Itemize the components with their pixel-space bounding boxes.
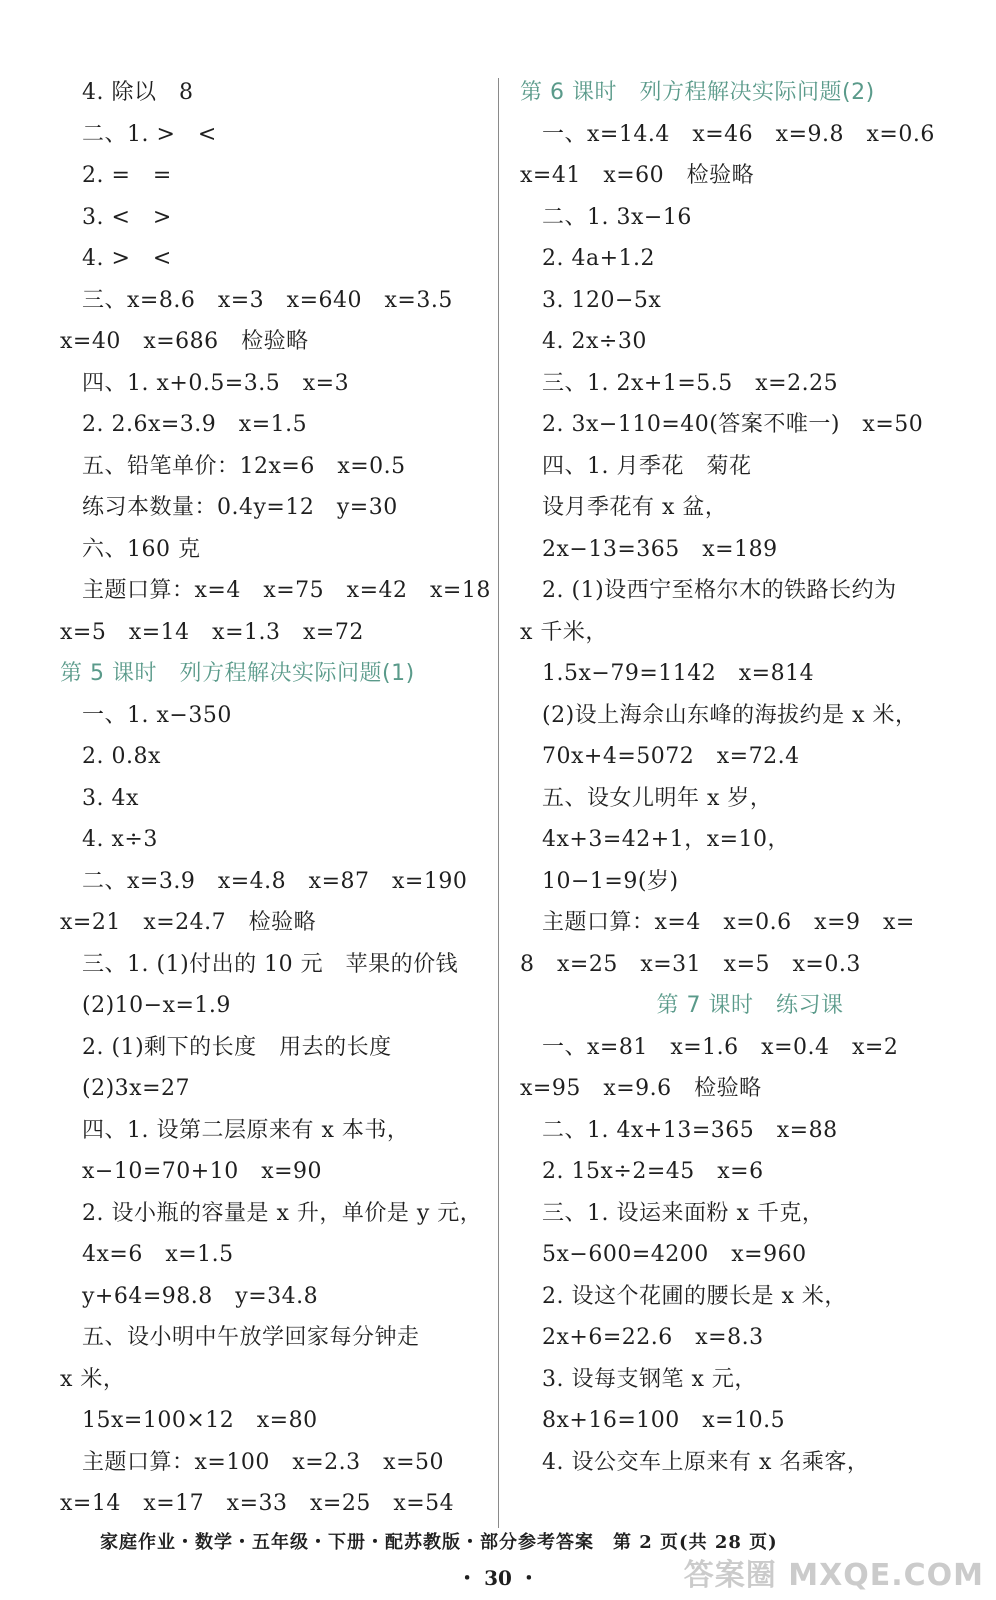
answer-line: 二、1. 3x−16 — [542, 204, 692, 230]
answer-line: 10−1=9(岁) — [542, 868, 679, 894]
answer-line: 8x+16=100 x=10.5 — [542, 1408, 786, 1433]
section-heading: 第 7 课时 练习课 — [656, 993, 844, 1018]
answer-line: y+64=98.8 y=34.8 — [82, 1283, 319, 1309]
answer-line: x=5 x=14 x=1.3 x=72 — [60, 619, 364, 645]
answer-line: x=21 x=24.7 检验略 — [60, 910, 317, 935]
answer-line: 六、160 克 — [82, 536, 201, 562]
answer-line: x−10=70+10 x=90 — [82, 1159, 323, 1184]
page-number: ・ 30 ・ — [457, 1566, 539, 1590]
answer-line: 15x=100×12 x=80 — [82, 1408, 318, 1433]
answer-line: (2)设上海佘山东峰的海拔约是 x 米， — [542, 702, 918, 728]
answer-line: 4. 除以 8 — [82, 80, 194, 105]
answer-line: 三、x=8.6 x=3 x=640 x=3.5 — [82, 287, 453, 313]
answer-line: 2. (1)设西宁至格尔木的铁路长约为 — [542, 578, 897, 603]
answer-line: 70x+4=5072 x=72.4 — [542, 744, 800, 769]
answer-line: 1.5x−79=1142 x=814 — [542, 661, 815, 686]
answer-line: 2x−13=365 x=189 — [542, 536, 778, 562]
answer-line: 主题口算：x=100 x=2.3 x=50 — [82, 1449, 444, 1475]
answer-line: 4x+3=42+1，x=10， — [542, 827, 791, 852]
answer-line: x=40 x=686 检验略 — [60, 329, 309, 354]
footer-caption: 家庭作业・数学・五年级・下册・配苏教版・部分参考答案 第 2 页(共 28 页) — [100, 1532, 778, 1553]
answer-line: 5x−600=4200 x=960 — [542, 1242, 807, 1267]
section-heading: 第 6 课时 列方程解决实际问题(2) — [520, 80, 875, 105]
answer-line: x 千米， — [520, 619, 608, 645]
answer-line: 五、铅笔单价：12x=6 x=0.5 — [82, 453, 406, 479]
answer-line: 3. < > — [82, 204, 172, 230]
answer-line: 4. > < — [82, 246, 172, 271]
answer-line: 一、x=14.4 x=46 x=9.8 x=0.6 — [542, 121, 935, 147]
column-divider — [498, 78, 499, 1528]
answer-line: 四、1. x+0.5=3.5 x=3 — [82, 370, 350, 396]
answer-line: 四、1. 设第二层原来有 x 本书， — [82, 1117, 410, 1143]
answer-line: 二、1. 4x+13=365 x=88 — [542, 1117, 838, 1143]
answer-line: 二、x=3.9 x=4.8 x=87 x=190 — [82, 868, 468, 894]
answer-line: 3. 120−5x — [542, 287, 662, 313]
answer-line: 8 x=25 x=31 x=5 x=0.3 — [520, 951, 861, 977]
answer-line: 一、x=81 x=1.6 x=0.4 x=2 — [542, 1034, 899, 1060]
answer-line: 4. 设公交车上原来有 x 名乘客， — [542, 1449, 870, 1475]
answer-line: 三、1. (1)付出的 10 元 苹果的价钱 — [82, 951, 459, 977]
answer-line: 三、1. 设运来面粉 x 千克， — [542, 1200, 825, 1226]
left-column — [60, 72, 490, 1525]
answer-line: 2. 设小瓶的容量是 x 升，单价是 y 元， — [82, 1200, 483, 1226]
answer-line: 设月季花有 x 盆， — [542, 495, 728, 520]
answer-line: (2)3x=27 — [82, 1076, 190, 1101]
answer-line: (2)10−x=1.9 — [82, 993, 231, 1018]
answer-line: 3. 4x — [82, 785, 139, 811]
answer-line: 2. 2.6x=3.9 x=1.5 — [82, 412, 308, 437]
answer-line: 主题口算：x=4 x=75 x=42 x=18 — [82, 578, 491, 603]
answer-line: 二、1. > < — [82, 121, 217, 147]
answer-line: 2. 15x÷2=45 x=6 — [542, 1159, 764, 1184]
answer-line: 五、设小明中午放学回家每分钟走 — [82, 1325, 420, 1350]
answer-line: 2x+6=22.6 x=8.3 — [542, 1325, 764, 1350]
answer-line: 2. = = — [82, 163, 172, 188]
answer-line: 四、1. 月季花 菊花 — [542, 453, 752, 479]
answer-line: 4. 2x÷30 — [542, 329, 647, 354]
answer-line: 4. x÷3 — [82, 827, 158, 852]
answer-line: 五、设女儿明年 x 岁， — [542, 785, 773, 811]
answer-line: 2. 4a+1.2 — [542, 246, 656, 271]
section-heading: 第 5 课时 列方程解决实际问题(1) — [60, 661, 415, 686]
answer-line: x=14 x=17 x=33 x=25 x=54 — [60, 1491, 455, 1516]
watermark-logo: 答案圈 MXQE.COM — [683, 1558, 984, 1593]
answer-line: x 米， — [60, 1366, 126, 1392]
answer-line: 2. 0.8x — [82, 744, 161, 769]
answer-line: 2. (1)剩下的长度 用去的长度 — [82, 1034, 392, 1060]
answer-line: x=41 x=60 检验略 — [520, 163, 755, 188]
answer-line: 2. 3x−110=40(答案不唯一) x=50 — [542, 412, 924, 437]
answer-line: 4x=6 x=1.5 — [82, 1242, 234, 1267]
answer-line: 主题口算：x=4 x=0.6 x=9 x= — [542, 910, 915, 935]
answer-line: x=95 x=9.6 检验略 — [520, 1076, 762, 1101]
right-column — [520, 72, 980, 1483]
answer-line: 3. 设每支钢笔 x 元， — [542, 1366, 757, 1392]
answer-line: 练习本数量：0.4y=12 y=30 — [82, 495, 398, 520]
answer-line: 2. 设这个花圃的腰长是 x 米， — [542, 1283, 847, 1309]
answer-line: 三、1. 2x+1=5.5 x=2.25 — [542, 370, 839, 396]
answer-line: 一、1. x−350 — [82, 702, 232, 728]
